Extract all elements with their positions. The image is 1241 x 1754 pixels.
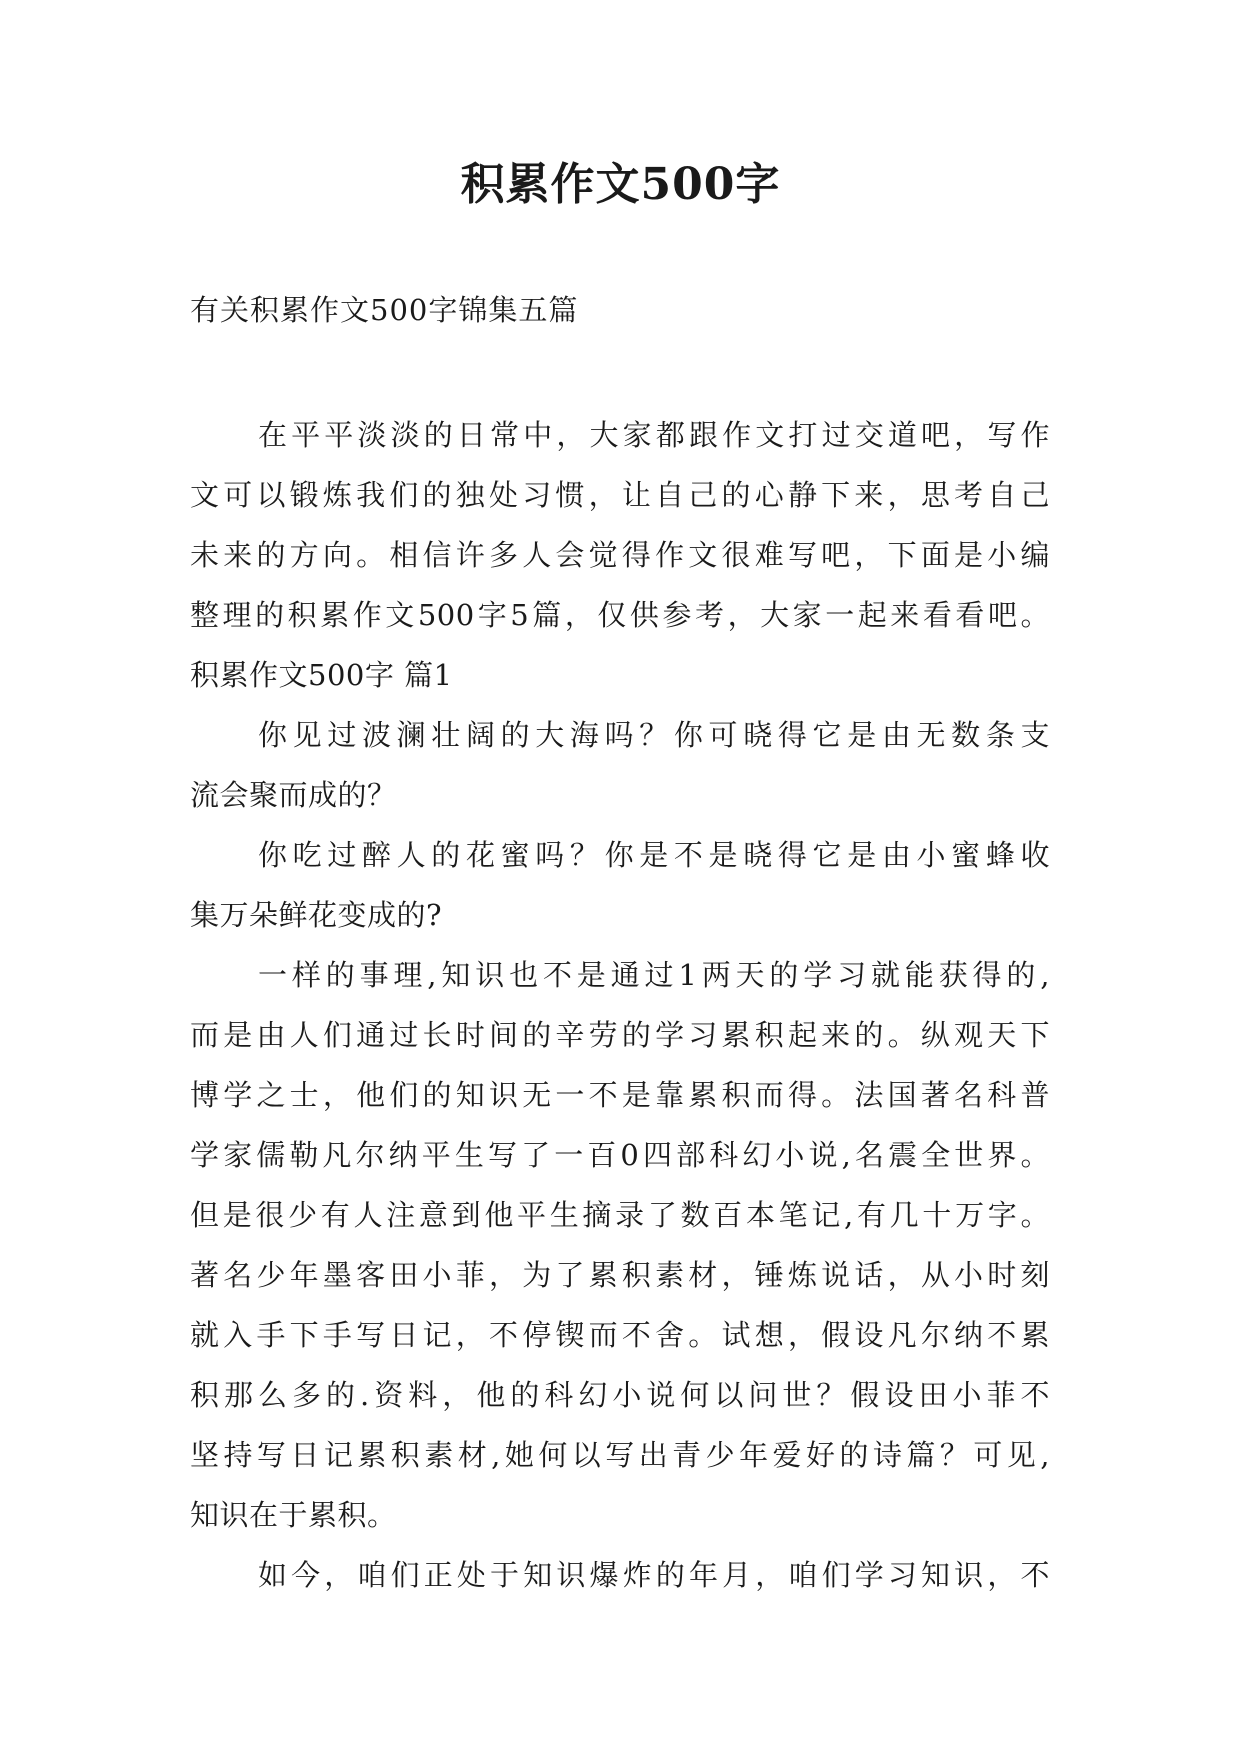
paragraph-line: 在平平淡淡的日常中，大家都跟作文打过交道吧，写作 xyxy=(258,418,1050,452)
paragraph-line: 著名少年墨客田小菲，为了累积素材，锤炼说话，从小时刻 xyxy=(190,1258,1050,1292)
paragraph-line: 博学之士，他们的知识无一不是靠累积而得。法国著名科普 xyxy=(190,1078,1050,1112)
paragraph-line: 一样的事理,知识也不是通过1两天的学习就能获得的, xyxy=(258,958,1050,992)
paragraph-line: 但是很少有人注意到他平生摘录了数百本笔记,有几十万字。 xyxy=(190,1198,1050,1232)
paragraph-line: 整理的积累作文500字5篇，仅供参考，大家一起来看看吧。 xyxy=(190,598,1050,632)
paragraph-line: 积那么多的.资料，他的科幻小说何以问世？假设田小菲不 xyxy=(190,1378,1050,1412)
paragraph-line: 如今，咱们正处于知识爆炸的年月，咱们学习知识，不 xyxy=(258,1558,1050,1592)
paragraph-line: 集万朵鲜花变成的? xyxy=(190,898,443,932)
paragraph-line: 你吃过醉人的花蜜吗？你是不是晓得它是由小蜜蜂收 xyxy=(258,838,1050,872)
paragraph-line: 知识在于累积。 xyxy=(190,1498,397,1532)
paragraph-line: 学家儒勒凡尔纳平生写了一百0四部科幻小说,名震全世界。 xyxy=(190,1138,1050,1172)
paragraph-line: 就入手下手写日记，不停锲而不舍。试想，假设凡尔纳不累 xyxy=(190,1318,1050,1352)
paragraph-line: 坚持写日记累积素材,她何以写出青少年爱好的诗篇？可见, xyxy=(190,1438,1050,1472)
document-title: 积累作文500字 xyxy=(460,159,781,210)
paragraph-line: 而是由人们通过长时间的辛劳的学习累积起来的。纵观天下 xyxy=(190,1018,1050,1052)
paragraph-line: 未来的方向。相信许多人会觉得作文很难写吧，下面是小编 xyxy=(190,538,1050,572)
paragraph-line: 你见过波澜壮阔的大海吗？你可晓得它是由无数条支 xyxy=(258,718,1050,752)
document-subtitle: 有关积累作文500字锦集五篇 xyxy=(190,293,579,327)
document-body xyxy=(190,405,1050,1605)
paragraph-line: 文可以锻炼我们的独处习惯，让自己的心静下来，思考自己 xyxy=(190,478,1050,512)
paragraph-line: 流会聚而成的？ xyxy=(190,778,397,812)
section-heading: 积累作文500字 篇1 xyxy=(190,658,453,692)
